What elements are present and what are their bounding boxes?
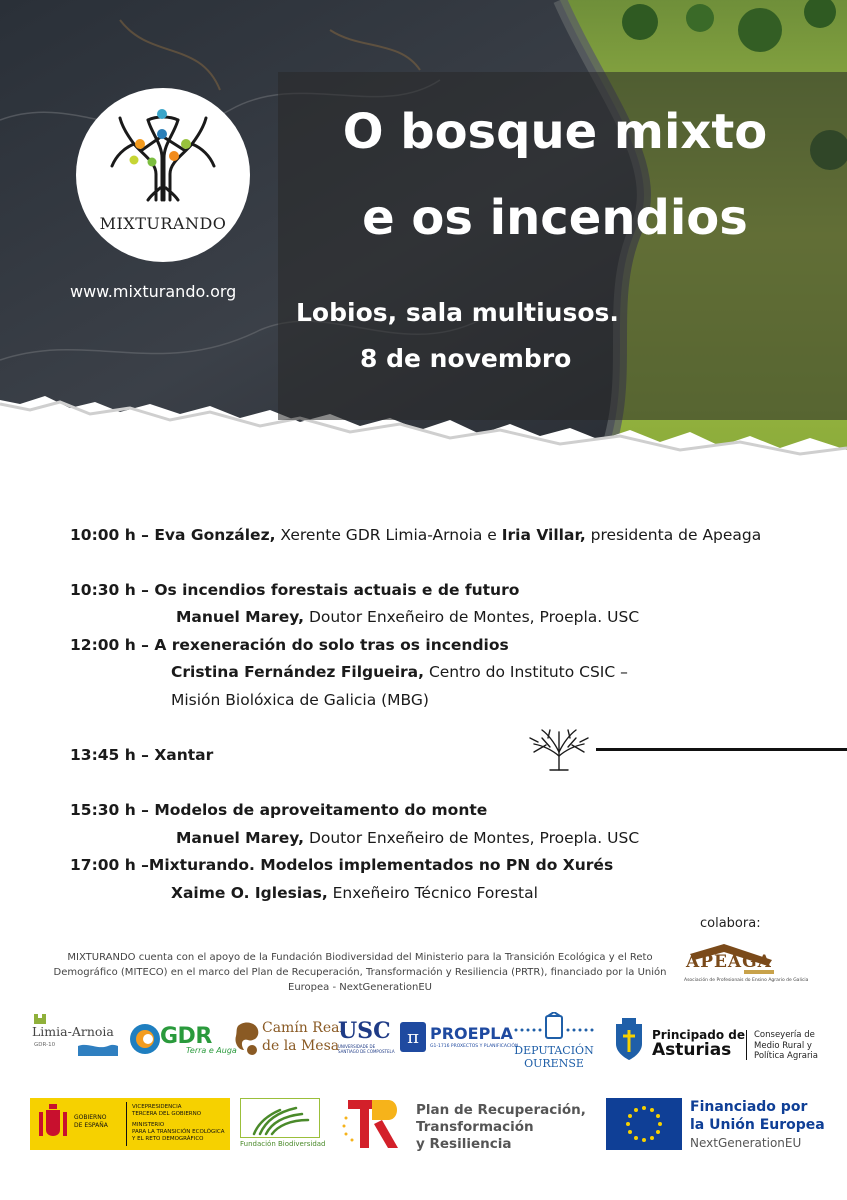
fundacion-name: Fundación Biodiversidad (240, 1140, 326, 1148)
camin-real-logo (234, 1020, 344, 1060)
asturias-shield-icon (614, 1018, 644, 1062)
program-item-1700 (70, 855, 613, 875)
gdr-tagline: Terra e Auga (186, 1046, 237, 1055)
ministerio-text (132, 1104, 224, 1143)
apeaga-wordmark: APEAGA (686, 952, 772, 972)
program-speaker (171, 662, 628, 682)
spain-coat-of-arms-icon (38, 1104, 68, 1144)
funding-line: Europea - NextGenerationEU (288, 982, 432, 993)
proepla-logo (400, 1022, 519, 1054)
eu-nextgeneration-logo (606, 1098, 825, 1152)
speaker-name: Cristina Fernández Filgueira, (171, 663, 425, 681)
prtr-line: Plan de Recuperación, (416, 1102, 586, 1118)
funding-line: MIXTURANDO cuenta con el apoyo de la Fundación Biodiversidad del Ministerio para la Transición Ecológica y el Reto (67, 952, 653, 963)
eu-line: Financiado por (690, 1099, 808, 1115)
program-time: 10:30 h – (70, 581, 155, 599)
program-title: A rexeneración do solo tras os incendios (154, 636, 509, 654)
ministerio-line: Y EL RETO DEMOGRÁFICO (132, 1136, 204, 1142)
speaker-role: Enxeñeiro Técnico Forestal (327, 884, 538, 902)
ministerio-line: MINISTERIO (132, 1122, 165, 1128)
apeaga-logo (684, 940, 809, 988)
event-date: 8 de novembro (360, 344, 572, 373)
program-item-1530 (70, 800, 487, 820)
funding-line: Demográfico (MITECO) en el marco del Plan de Recuperación, Transformación y Resiliencia (PRTR), financiado por la Unión (53, 967, 667, 978)
camin-line-2: de la Mesa (262, 1038, 340, 1054)
ministerio-line: PARA LA TRANSICIÓN ECOLÓGICA (132, 1129, 225, 1135)
program-time: 10:00 h – (70, 526, 155, 544)
deputacion-ourense-logo (512, 1012, 596, 1072)
program-item-1345 (70, 745, 213, 765)
limia-arnoia-sub: GDR-10 (34, 1042, 56, 1048)
prtr-text (416, 1102, 586, 1153)
gobierno-divider (126, 1102, 127, 1146)
divider-line (596, 748, 847, 751)
svg-text:π: π (407, 1027, 419, 1048)
asturias-line-1: Principado de (652, 1028, 746, 1042)
gobierno-espana-logo (30, 1098, 230, 1150)
program-speaker (171, 883, 538, 903)
gdr-name: GDR (160, 1024, 212, 1049)
collaborator-label: colabora: (700, 916, 761, 931)
eu-line: la Unión Europea (690, 1117, 825, 1133)
speaker-role-continued: Misión Biolóxica de Galicia (MBG) (171, 691, 429, 709)
program-item-1200 (70, 635, 509, 655)
tree-network-icon (76, 88, 250, 262)
coat-of-arms-icon (512, 1012, 596, 1042)
website-url[interactable]: www.mixturando.org (70, 282, 237, 301)
gobierno-line: DE ESPAÑA (74, 1122, 108, 1129)
apeaga-tagline: Asociación de Profesionais do Ensino Agrario de Galicia (684, 978, 809, 983)
program-title: Modelos de aproveitamento do monte (154, 801, 488, 819)
consejeria-line: Conseyería de (754, 1030, 815, 1040)
grass-leaves-icon (240, 1098, 320, 1138)
speaker-name: Manuel Marey, (176, 608, 305, 626)
asturias-divider (746, 1030, 747, 1060)
speaker-role: Centro do Instituto CSIC – (424, 663, 628, 681)
gobierno-text (74, 1114, 108, 1130)
limia-arnoia-logo (32, 1010, 120, 1060)
program-time: 13:45 h – (70, 746, 155, 764)
eu-flag-icon (606, 1098, 682, 1150)
consejeria-line: Política Agraria (754, 1051, 819, 1061)
deputacion-line-2: OURENSE (524, 1057, 584, 1070)
program-item-1000 (70, 525, 761, 545)
usc-logo (338, 1020, 396, 1058)
speaker-role: Xerente GDR Limia-Arnoia e (275, 526, 502, 544)
event-title-line-1: O bosque mixto (342, 104, 768, 160)
speaker-role: Doutor Enxeñeiro de Montes, Proepla. USC (304, 829, 640, 847)
program-title: Xantar (154, 746, 214, 764)
prtr-line: y Resiliencia (416, 1136, 512, 1152)
proepla-pi-icon (400, 1022, 426, 1052)
hero-banner (0, 0, 847, 470)
mixturando-logo (76, 88, 250, 262)
ministerio-line: VICEPRESIDENCIA (132, 1104, 182, 1110)
program-speaker (176, 828, 639, 848)
eu-text (690, 1098, 825, 1134)
nextgenerationeu-label: NextGenerationEU (690, 1136, 802, 1150)
ministerio-line: TERCERA DEL GOBIERNO (132, 1111, 202, 1117)
program-title: Os incendios forestais actuais e de futuro (154, 581, 520, 599)
gdr-terra-auga-logo (128, 1022, 237, 1056)
camin-line-1: Camín Real (262, 1020, 344, 1036)
event-location: Lobios, sala multiusos. (296, 298, 619, 327)
funding-statement (40, 950, 680, 995)
camin-emblem-icon (234, 1020, 262, 1058)
usc-subtitle: UNIVERSIDADE DE SANTIAGO DE COMPOSTELA (338, 1044, 395, 1054)
speaker-name: Manuel Marey, (176, 829, 305, 847)
limia-arnoia-name: Limia-Arnoia (32, 1024, 114, 1039)
speaker-name: Xaime O. Iglesias, (171, 884, 328, 902)
principado-asturias-logo (614, 1018, 828, 1064)
asturias-line-2: Asturias (652, 1040, 732, 1060)
asturias-consejeria (754, 1030, 818, 1062)
usc-wordmark: USC (338, 1018, 391, 1044)
program-item-1030 (70, 580, 519, 600)
speaker-role: Doutor Enxeñeiro de Montes, Proepla. USC (304, 608, 640, 626)
gobierno-line: GOBIERNO (74, 1114, 107, 1121)
consejeria-line: Medio Rural y (754, 1040, 812, 1051)
program-time: 17:00 h – (70, 856, 149, 874)
program-time: 12:00 h – (70, 636, 155, 654)
fundacion-biodiversidad-logo (240, 1098, 326, 1152)
tree-icon (528, 726, 590, 772)
prtr-mark-icon (340, 1096, 404, 1152)
program-speaker (176, 607, 639, 627)
prtr-line: Transformación (416, 1119, 534, 1135)
speaker-name: Eva González, (154, 526, 276, 544)
gdr-swirl-icon (128, 1022, 162, 1056)
proepla-subtitle: G1-1716 PROXECTOS Y PLANIFICACIÓN (430, 1044, 519, 1049)
deputacion-line-1: DEPUTACIÓN (514, 1044, 594, 1057)
logo-wordmark: MIXTURANDO (99, 214, 227, 233)
program-time: 15:30 h – (70, 801, 155, 819)
plan-recuperacion-logo (340, 1096, 590, 1154)
speaker-role: presidenta de Apeaga (585, 526, 762, 544)
program-title: Mixturando. Modelos implementados no PN do Xurés (148, 856, 614, 874)
event-title-line-2: e os incendios (362, 190, 748, 246)
speaker-name: Iria Villar, (501, 526, 586, 544)
proepla-wordmark: PROEPLA (430, 1024, 513, 1043)
